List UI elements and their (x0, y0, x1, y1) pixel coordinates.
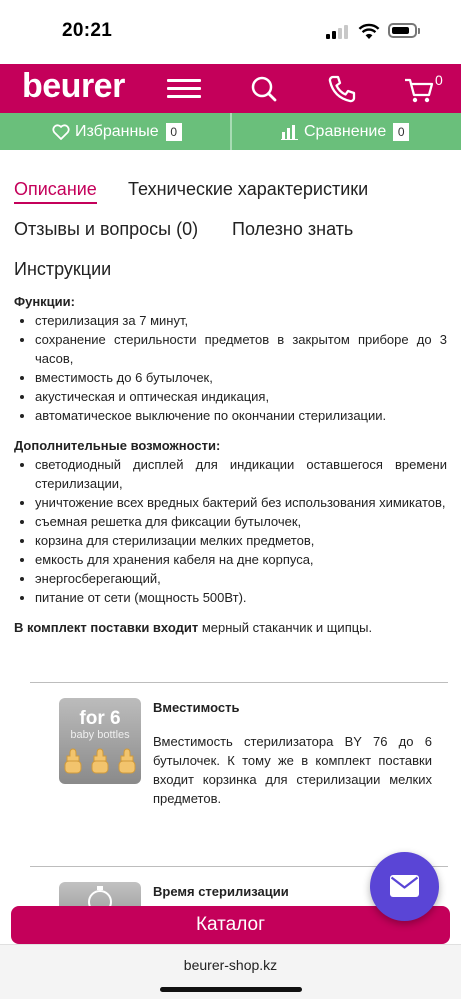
tab-reviews-count: (0) (176, 219, 199, 239)
favorites-count: 0 (166, 123, 182, 141)
list-item: съемная решетка для фиксации бутылочек, (14, 512, 447, 531)
site-header (0, 64, 461, 113)
wifi-icon (358, 22, 380, 40)
extras-list (14, 455, 447, 607)
list-item: корзина для стерилизации мелких предметов, (14, 531, 447, 550)
favorites-compare-bar (0, 113, 461, 150)
tab-useful[interactable] (232, 219, 353, 240)
heart-icon (52, 124, 70, 140)
status-time: 20:21 (62, 20, 113, 41)
sterilization-time-title: Время стерилизации (153, 884, 289, 899)
tab-instructions-label: Инструкции (14, 259, 112, 279)
mail-icon (390, 875, 419, 897)
tab-useful-label: Полезно знать (232, 219, 354, 239)
menu-icon[interactable] (166, 72, 202, 106)
kit-contents (14, 618, 447, 637)
capacity-image-line1: for 6 (79, 708, 121, 729)
list-item: энергосберегающий, (14, 569, 447, 588)
list-item: акустическая и оптическая индикация, (14, 387, 447, 406)
stopwatch-icon (59, 882, 141, 906)
list-item: светодиодный дисплей для индикации оставшегося времени стерилизации, (14, 455, 447, 493)
tab-description-label: Описание (14, 179, 97, 199)
battery-icon (388, 23, 417, 38)
favorites-label: Избранные (75, 122, 159, 140)
list-item: уничтожение всех вредных бактерий без использования химикатов, (14, 493, 447, 512)
active-tab-underline (14, 202, 97, 204)
capacity-image (59, 698, 141, 784)
list-item: емкость для хранения кабеля на дне корпуса, (14, 550, 447, 569)
status-bar (0, 0, 461, 64)
kit-contents-bold: В комплект поставки входит (14, 620, 199, 635)
description-content (14, 292, 447, 637)
cart-icon[interactable] (402, 72, 438, 106)
capacity-image-line2: baby bottles (70, 729, 130, 741)
catalog-button-label: Каталог (195, 914, 266, 935)
phone-icon[interactable] (324, 72, 360, 106)
baby-bottles-icon (63, 747, 137, 779)
home-indicator[interactable] (160, 987, 302, 992)
compare-count: 0 (393, 123, 409, 141)
tab-reviews[interactable] (14, 219, 198, 240)
capacity-title: Вместимость (153, 700, 240, 715)
search-icon[interactable] (246, 72, 282, 106)
tab-instructions[interactable] (14, 259, 111, 280)
list-item: стерилизация за 7 минут, (14, 311, 447, 330)
list-item: сохранение стерильности предметов в закрытом приборе до 3 часов, (14, 330, 447, 368)
divider (30, 682, 448, 683)
tab-description[interactable] (14, 179, 97, 200)
compare-label: Сравнение (304, 122, 387, 140)
extras-heading: Дополнительные возможности: (14, 438, 221, 453)
list-item: автоматическое выключение по окончании стерилизации. (14, 406, 447, 425)
capacity-text: Вместимость стерилизатора BY 76 до 6 бутылочек. К тому же в комплект поставки входит корзинка для стерилизации мелких предметов. (153, 734, 432, 806)
cart-count: 0 (435, 72, 443, 88)
list-item: питание от сети (мощность 500Вт). (14, 588, 447, 607)
functions-heading: Функции: (14, 294, 75, 309)
tab-reviews-label: Отзывы и вопросы (14, 219, 172, 239)
bar-chart-icon (281, 124, 299, 140)
mail-button[interactable] (370, 852, 439, 921)
beurer-logo[interactable]: beurer (22, 67, 125, 105)
tab-specs[interactable] (128, 179, 368, 200)
compare-button[interactable] (281, 113, 409, 150)
functions-list (14, 311, 447, 425)
signal-icon (326, 25, 348, 39)
list-item: вместимость до 6 бутылочек, (14, 368, 447, 387)
browser-url[interactable]: beurer-shop.kz (183, 957, 278, 973)
tab-specs-label: Технические характеристики (128, 179, 369, 199)
favorites-button[interactable] (52, 113, 182, 150)
divider (230, 113, 232, 150)
kit-contents-text: мерный стаканчик и щипцы. (198, 620, 373, 635)
